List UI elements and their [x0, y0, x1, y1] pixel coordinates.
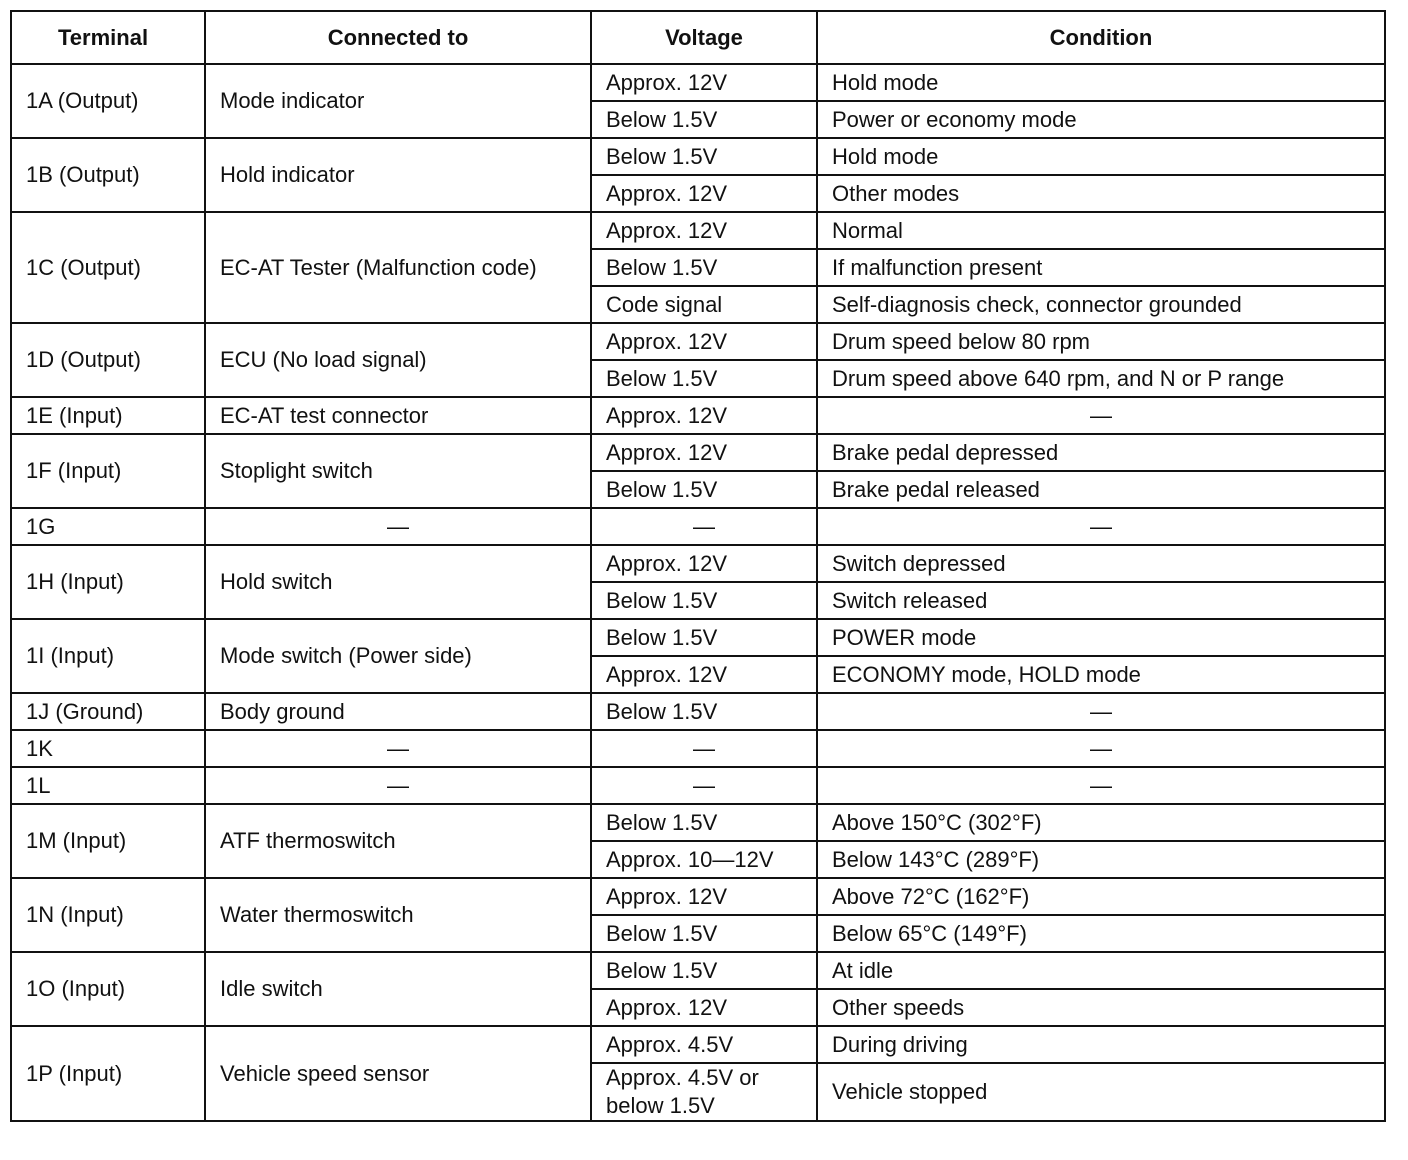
condition-cell: Switch released: [817, 582, 1385, 619]
condition-cell: Brake pedal released: [817, 471, 1385, 508]
terminal-cell: 1O (Input): [11, 952, 205, 1026]
terminal-cell: 1N (Input): [11, 878, 205, 952]
table-row: [11, 730, 1385, 767]
connected-to-cell: Mode indicator: [205, 64, 591, 138]
terminal-cell: 1L: [11, 767, 205, 804]
terminal-cell: 1M (Input): [11, 804, 205, 878]
voltage-cell: —: [591, 508, 817, 545]
terminal-cell: 1F (Input): [11, 434, 205, 508]
condition-cell: Self-diagnosis check, connector grounded: [817, 286, 1385, 323]
table-row: [11, 545, 1385, 582]
connected-to-cell: ATF thermoswitch: [205, 804, 591, 878]
voltage-cell: Approx. 12V: [591, 545, 817, 582]
terminal-cell: 1P (Input): [11, 1026, 205, 1121]
voltage-cell: —: [591, 730, 817, 767]
terminal-cell: 1E (Input): [11, 397, 205, 434]
terminal-cell: 1G: [11, 508, 205, 545]
table-row: [11, 434, 1385, 471]
connected-to-cell: Body ground: [205, 693, 591, 730]
table-row: [11, 693, 1385, 730]
connected-to-cell: Hold switch: [205, 545, 591, 619]
connected-to-cell: Water thermoswitch: [205, 878, 591, 952]
header-terminal: Terminal: [11, 11, 205, 64]
voltage-cell: Approx. 12V: [591, 989, 817, 1026]
voltage-cell: Approx. 12V: [591, 212, 817, 249]
condition-cell: POWER mode: [817, 619, 1385, 656]
connected-to-cell: —: [205, 767, 591, 804]
condition-cell: Other modes: [817, 175, 1385, 212]
connected-to-cell: EC-AT test connector: [205, 397, 591, 434]
table-row: [11, 212, 1385, 249]
terminal-cell: 1J (Ground): [11, 693, 205, 730]
voltage-cell: Below 1.5V: [591, 249, 817, 286]
voltage-cell: Approx. 12V: [591, 878, 817, 915]
terminal-table: [10, 10, 1386, 1122]
header-condition: Condition: [817, 11, 1385, 64]
voltage-cell: Approx. 12V: [591, 323, 817, 360]
condition-cell: Vehicle stopped: [817, 1063, 1385, 1121]
condition-cell: Above 150°C (302°F): [817, 804, 1385, 841]
condition-cell: Normal: [817, 212, 1385, 249]
voltage-cell: Approx. 10—12V: [591, 841, 817, 878]
condition-cell: Brake pedal depressed: [817, 434, 1385, 471]
condition-cell: Power or economy mode: [817, 101, 1385, 138]
terminal-cell: 1H (Input): [11, 545, 205, 619]
table-row: [11, 1026, 1385, 1063]
table-row: [11, 619, 1385, 656]
condition-cell: Hold mode: [817, 138, 1385, 175]
terminal-cell: 1I (Input): [11, 619, 205, 693]
voltage-cell: —: [591, 767, 817, 804]
table-row: [11, 64, 1385, 101]
condition-cell: Below 143°C (289°F): [817, 841, 1385, 878]
voltage-cell: Below 1.5V: [591, 804, 817, 841]
voltage-cell: Code signal: [591, 286, 817, 323]
table-row: [11, 767, 1385, 804]
connected-to-cell: —: [205, 730, 591, 767]
condition-cell: If malfunction present: [817, 249, 1385, 286]
table-body: [11, 64, 1385, 1121]
table-row: [11, 323, 1385, 360]
table-row: [11, 878, 1385, 915]
terminal-cell: 1C (Output): [11, 212, 205, 323]
voltage-cell: Below 1.5V: [591, 101, 817, 138]
connected-to-cell: Mode switch (Power side): [205, 619, 591, 693]
connected-to-cell: Hold indicator: [205, 138, 591, 212]
terminal-cell: 1B (Output): [11, 138, 205, 212]
voltage-cell: Approx. 12V: [591, 434, 817, 471]
voltage-cell: Below 1.5V: [591, 471, 817, 508]
table-row: [11, 397, 1385, 434]
condition-cell: Above 72°C (162°F): [817, 878, 1385, 915]
terminal-cell: 1A (Output): [11, 64, 205, 138]
condition-cell: —: [817, 767, 1385, 804]
condition-cell: Drum speed above 640 rpm, and N or P range: [817, 360, 1385, 397]
voltage-cell: Approx. 12V: [591, 397, 817, 434]
voltage-cell: Approx. 4.5V: [591, 1026, 817, 1063]
condition-cell: —: [817, 397, 1385, 434]
condition-cell: ECONOMY mode, HOLD mode: [817, 656, 1385, 693]
connected-to-cell: EC-AT Tester (Malfunction code): [205, 212, 591, 323]
terminal-cell: 1K: [11, 730, 205, 767]
voltage-cell: Below 1.5V: [591, 360, 817, 397]
condition-cell: Other speeds: [817, 989, 1385, 1026]
voltage-cell: Below 1.5V: [591, 138, 817, 175]
condition-cell: During driving: [817, 1026, 1385, 1063]
condition-cell: —: [817, 693, 1385, 730]
table-row: [11, 804, 1385, 841]
voltage-cell: Approx. 4.5V or below 1.5V: [591, 1063, 817, 1121]
connected-to-cell: Idle switch: [205, 952, 591, 1026]
voltage-cell: Below 1.5V: [591, 952, 817, 989]
condition-cell: At idle: [817, 952, 1385, 989]
terminal-cell: 1D (Output): [11, 323, 205, 397]
table-row: [11, 138, 1385, 175]
condition-cell: Hold mode: [817, 64, 1385, 101]
voltage-cell: Below 1.5V: [591, 693, 817, 730]
voltage-cell: Approx. 12V: [591, 656, 817, 693]
voltage-cell: Below 1.5V: [591, 619, 817, 656]
voltage-cell: Approx. 12V: [591, 175, 817, 212]
header-connected-to: Connected to: [205, 11, 591, 64]
voltage-cell: Below 1.5V: [591, 915, 817, 952]
condition-cell: Below 65°C (149°F): [817, 915, 1385, 952]
connected-to-cell: ECU (No load signal): [205, 323, 591, 397]
condition-cell: Drum speed below 80 rpm: [817, 323, 1385, 360]
voltage-cell: Below 1.5V: [591, 582, 817, 619]
connected-to-cell: —: [205, 508, 591, 545]
connected-to-cell: Stoplight switch: [205, 434, 591, 508]
condition-cell: —: [817, 730, 1385, 767]
voltage-cell: Approx. 12V: [591, 64, 817, 101]
table-row: [11, 508, 1385, 545]
table-row: [11, 952, 1385, 989]
condition-cell: Switch depressed: [817, 545, 1385, 582]
header-row: [11, 11, 1385, 64]
header-voltage: Voltage: [591, 11, 817, 64]
condition-cell: —: [817, 508, 1385, 545]
connected-to-cell: Vehicle speed sensor: [205, 1026, 591, 1121]
